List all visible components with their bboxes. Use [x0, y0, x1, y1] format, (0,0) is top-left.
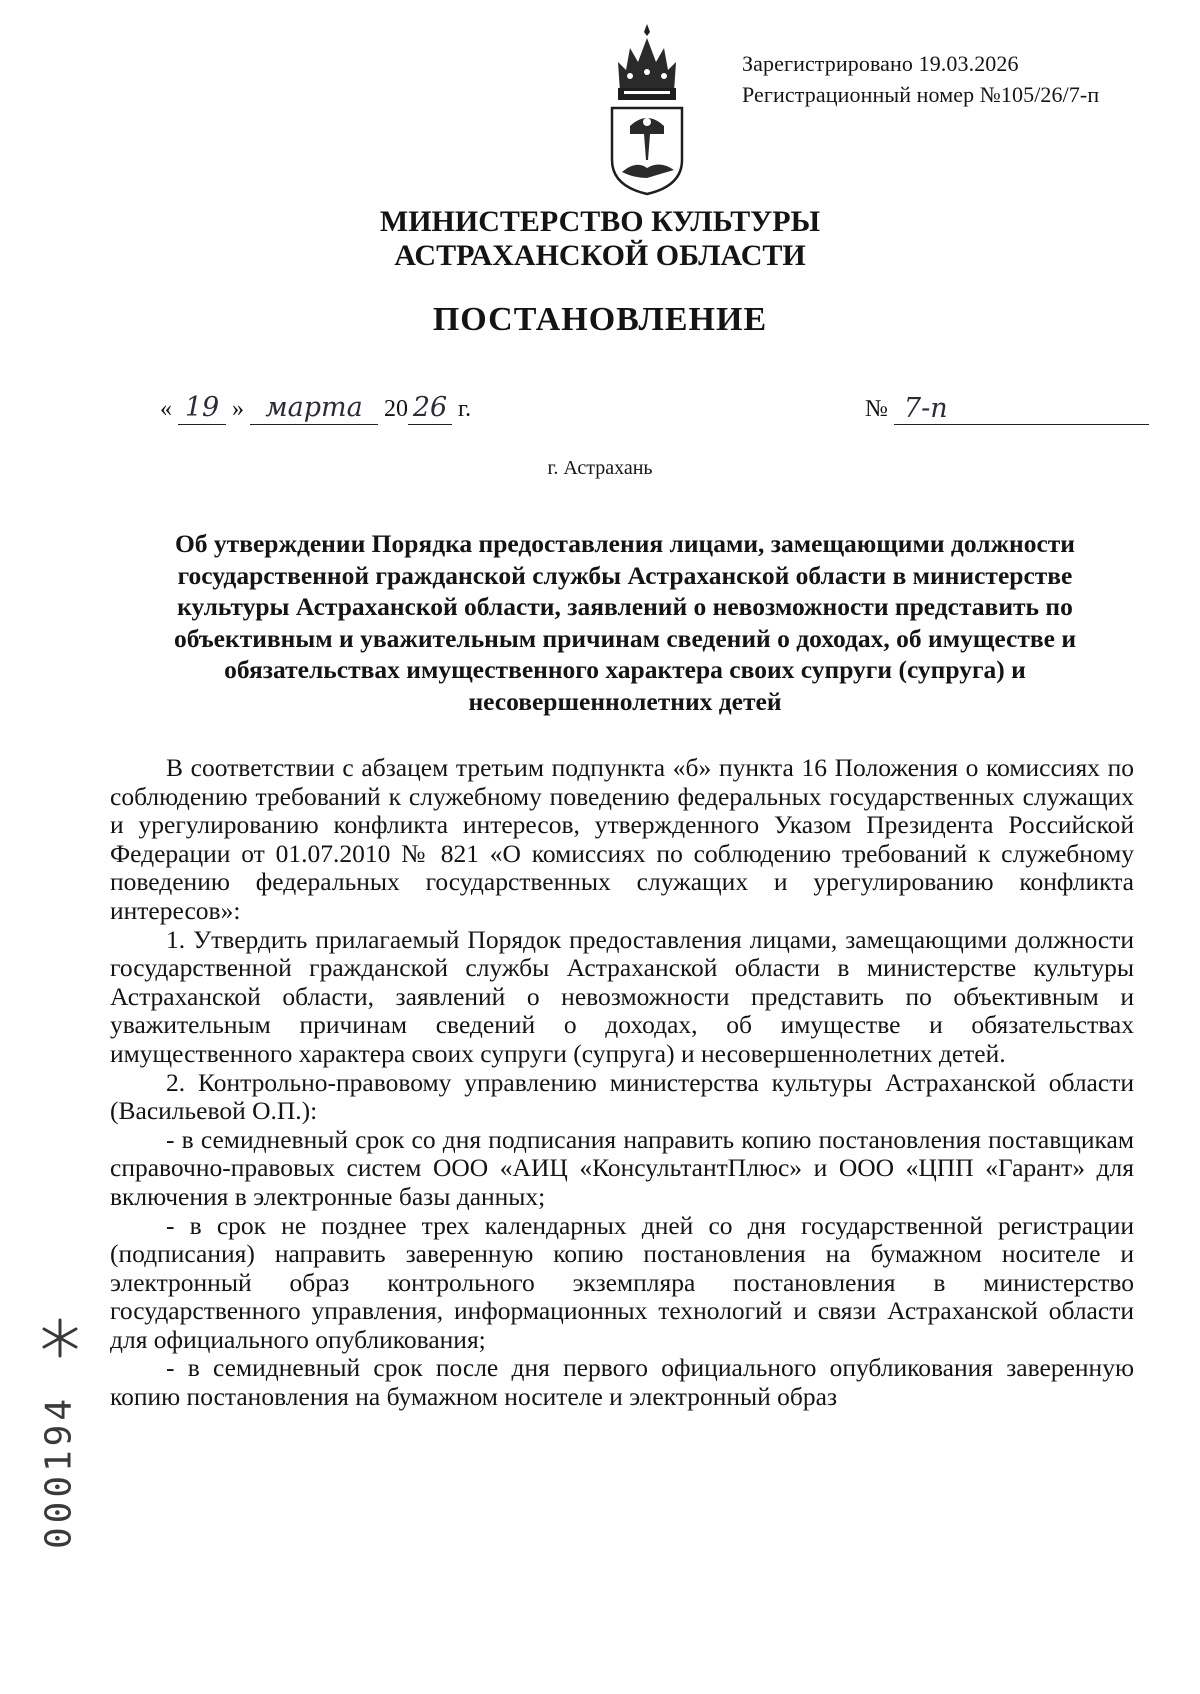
ministry-line-1: МИНИСТЕРСТВО КУЛЬТУРЫ	[379, 205, 821, 238]
date-day: 19	[178, 394, 226, 425]
date-close-quote: »	[232, 396, 244, 422]
coat-of-arms-icon	[606, 22, 688, 198]
date-year-unit: г.	[458, 396, 472, 422]
number-label: №	[865, 396, 888, 422]
document-number	[865, 393, 1149, 425]
paragraph-item-2: 2. Контрольно-правовому управлению министерства культуры Астраханской области (Васильевой О.П.):	[110, 1067, 1134, 1126]
date-year-suffix: 26	[408, 394, 452, 425]
paragraph-subitem-1: - в семидневный срок со дня подписания направить копию постановления поставщикам справочно-правовых систем ООО «АИЦ «КонсультантПлюс» и ООО «ЦПП «Гарант» для включения в электронные базы данных;	[110, 1124, 1134, 1211]
date-month: марта	[250, 394, 378, 425]
document-body	[110, 754, 1134, 1412]
side-stamp-number: 000194	[38, 1394, 80, 1550]
paragraph-item-1: 1. Утвердить прилагаемый Порядок предоставления лицами, замещающими должности государственной гражданской службы Астраханской области в министерстве культуры Астраханской области, заявлений о невозможности представить по объективным и уважительным причинам сведений о доходах, об имуществе и обязательствах имущественного характера своих супруги (супруга) и несовершеннолетних детей.	[110, 924, 1134, 1068]
registration-number: Регистрационный номер №105/26/7-п	[742, 82, 1100, 107]
date-open-quote: «	[160, 396, 172, 422]
registration-stamp	[742, 48, 1182, 110]
date-year-prefix: 20	[384, 396, 408, 422]
ministry-line-2: АСТРАХАНСКОЙ ОБЛАСТИ	[394, 239, 806, 272]
registration-date: Зарегистрировано 19.03.2026	[742, 51, 1019, 76]
document-date	[160, 393, 471, 425]
paragraph-preamble: В соответствии с абзацем третьим подпункта «б» пункта 16 Положения о комиссиях по соблюдению требований к служебному поведению федеральных государственных служащих и урегулированию конфликта интересов, утвержденного Указом Президента Российской Федерации от 01.07.2010 № 821 «О комиссиях по соблюдению требований к служебному поведению федеральных государственных служащих и урегулированию конфликта интересов»:	[110, 753, 1134, 925]
ministry-name	[300, 205, 900, 273]
city: г. Астрахань	[547, 457, 653, 479]
number-value: 7-п	[894, 395, 1149, 425]
asterisk-icon	[38, 1316, 82, 1360]
document-title: Об утверждении Порядка предоставления лицами, замещающими должности государственной гражданской службы Астраханской области в министерстве культуры Астраханской области, заявлений о невозможности представить по объективным и уважительным причинам сведений о доходах, об имуществе и обязательствах имущественного характера своих супруги (супруга) и несовершеннолетних детей	[173, 529, 1077, 716]
document-type: ПОСТАНОВЛЕНИЕ	[432, 301, 768, 338]
paragraph-subitem-3: - в семидневный срок после дня первого официального опубликования заверенную копию постановления на бумажном носителе и электронный образ	[110, 1353, 1134, 1412]
side-stamp	[34, 1372, 84, 1572]
paragraph-subitem-2: - в срок не позднее трех календарных дней со дня государственной регистрации (подписания) направить заверенную копию постановления на бумажном носителе и электронный образ контрольного экземпляра постановления в министерство государственного управления, информационных технологий и связи Астраханской области для официального опубликования;	[110, 1210, 1134, 1354]
